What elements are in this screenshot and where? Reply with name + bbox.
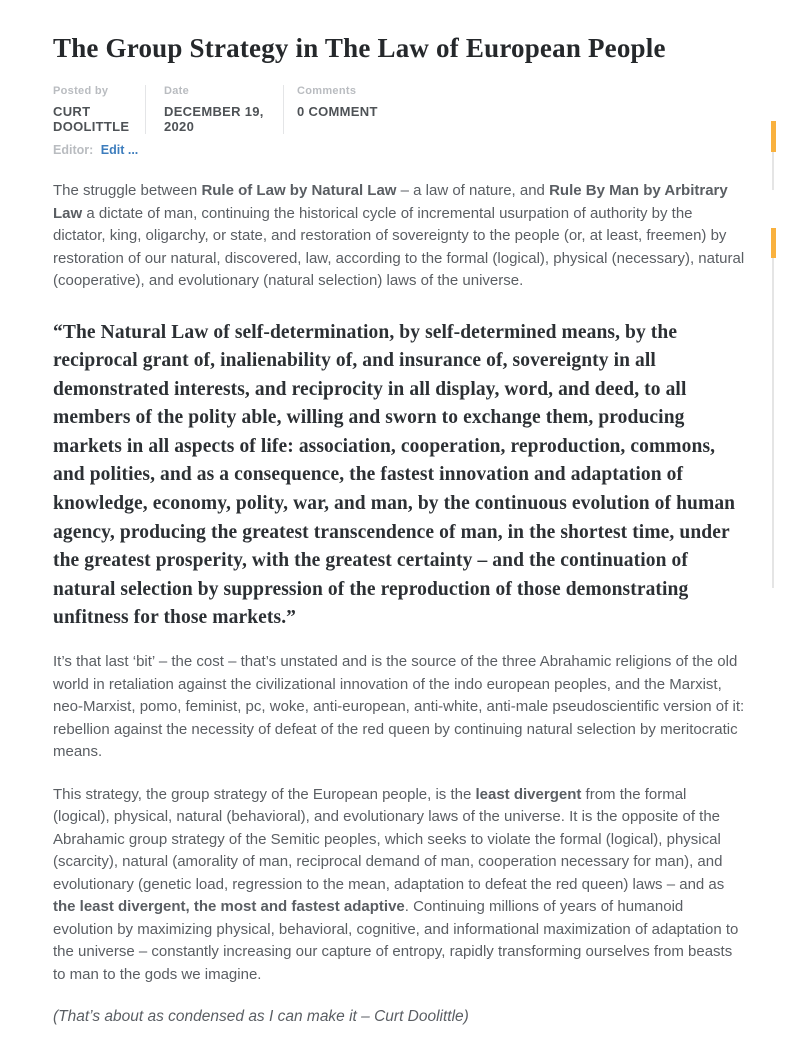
date-label: Date <box>164 85 190 97</box>
meta-date <box>146 85 283 134</box>
post-page <box>53 33 747 1049</box>
highlight-marker-top <box>771 121 776 152</box>
post-meta <box>53 85 747 134</box>
meta-comments <box>284 85 378 134</box>
aftermath-paragraph: It’s that last ‘bit’ – the cost – that’s unstated and is the source of the three Abrahamic religions of the old world in retaliation against the civilizational innovation of the indo european peoples, and the Marxist, neo-Marxist, pomo, feminist, pc, woke, anti-european, anti-white, anti-male pseudoscientific version of it: rebellion against the necessity of defeat of the red queen by continuing natural selection by meritocratic means. <box>53 653 745 761</box>
editor-label: Editor: <box>53 143 94 157</box>
strategy-paragraph: This strategy, the group strategy of the European people, is the least divergent from the formal (logical), physical, natural (behavioral), and evolutionary laws of the universe. It is the opposite of the Abrahamic group strategy of the Semitic peoples, which seeks to violate the formal (logical), physical (scarcity), natural (amorality of man, reciprocal demand of man, cooperation necessary for man), and evolutionary (genetic load, regression to the mean, adaptation to defeat the red queen) laws – and as the least divergent, the most and fastest adaptive. Continuing millions of years of humanoid evolution by maximizing physical, behavioral, cognitive, and informational maximization of adaptation to the universe – constantly increasing our capture of entropy, rapidly transforming ourselves from beasts to man to the gods we imagine. <box>53 785 739 983</box>
article-body <box>53 180 747 1029</box>
author-name: CURT DOOLITTLE <box>53 104 130 134</box>
closing-note: (That’s about as condensed as I can make it – Curt Doolittle) <box>53 1008 469 1026</box>
highlight-track-top <box>772 152 774 190</box>
highlight-marker-bottom <box>771 228 776 258</box>
natural-law-quote: “The Natural Law of self-determination, by self-determined means, by the reciprocal grant of, inalienability of, and insurance of, sovereignty in all demonstrated interests, and reciprocity in all display, word, and deed, to all members of the polity able, willing and sworn to exchange them, producing markets in all aspects of life: association, cooperation, reproduction, commons, and polities, and as a consequence, the fastest innovation and adaptation of knowledge, economy, polity, war, and man, by the continuous evolution of human agency, producing the greatest transcendence of man, in the shortest time, under the greatest prosperity, with the greatest certainty – and the continuation of natural selection by suppression of the reproduction of those demonstrating unfitness for those markets.” <box>53 321 736 629</box>
comments-label: Comments <box>297 85 357 97</box>
edit-link[interactable]: Edit ... <box>100 143 139 157</box>
comments-count: 0 COMMENT <box>297 104 378 119</box>
date-value: DECEMBER 19, 2020 <box>164 104 264 134</box>
posted-by-label: Posted by <box>53 85 109 97</box>
highlight-track-bottom <box>772 258 774 588</box>
page-title: The Group Strategy in The Law of European People <box>53 33 666 63</box>
intro-paragraph: The struggle between Rule of Law by Natural Law – a law of nature, and Rule By Man by Arbitrary Law a dictate of man, continuing the historical cycle of incremental usurpation of authority by the dictator, king, oligarchy, or state, and restoration of sovereignty to the people (or, at least, freemen) by restoration of our natural, discovered, law, according to the formal (logical), physical (necessary), natural (cooperative), and evolutionary (natural selection) laws of the universe. <box>53 182 745 289</box>
meta-posted-by <box>53 85 145 134</box>
editor-row <box>53 143 747 157</box>
